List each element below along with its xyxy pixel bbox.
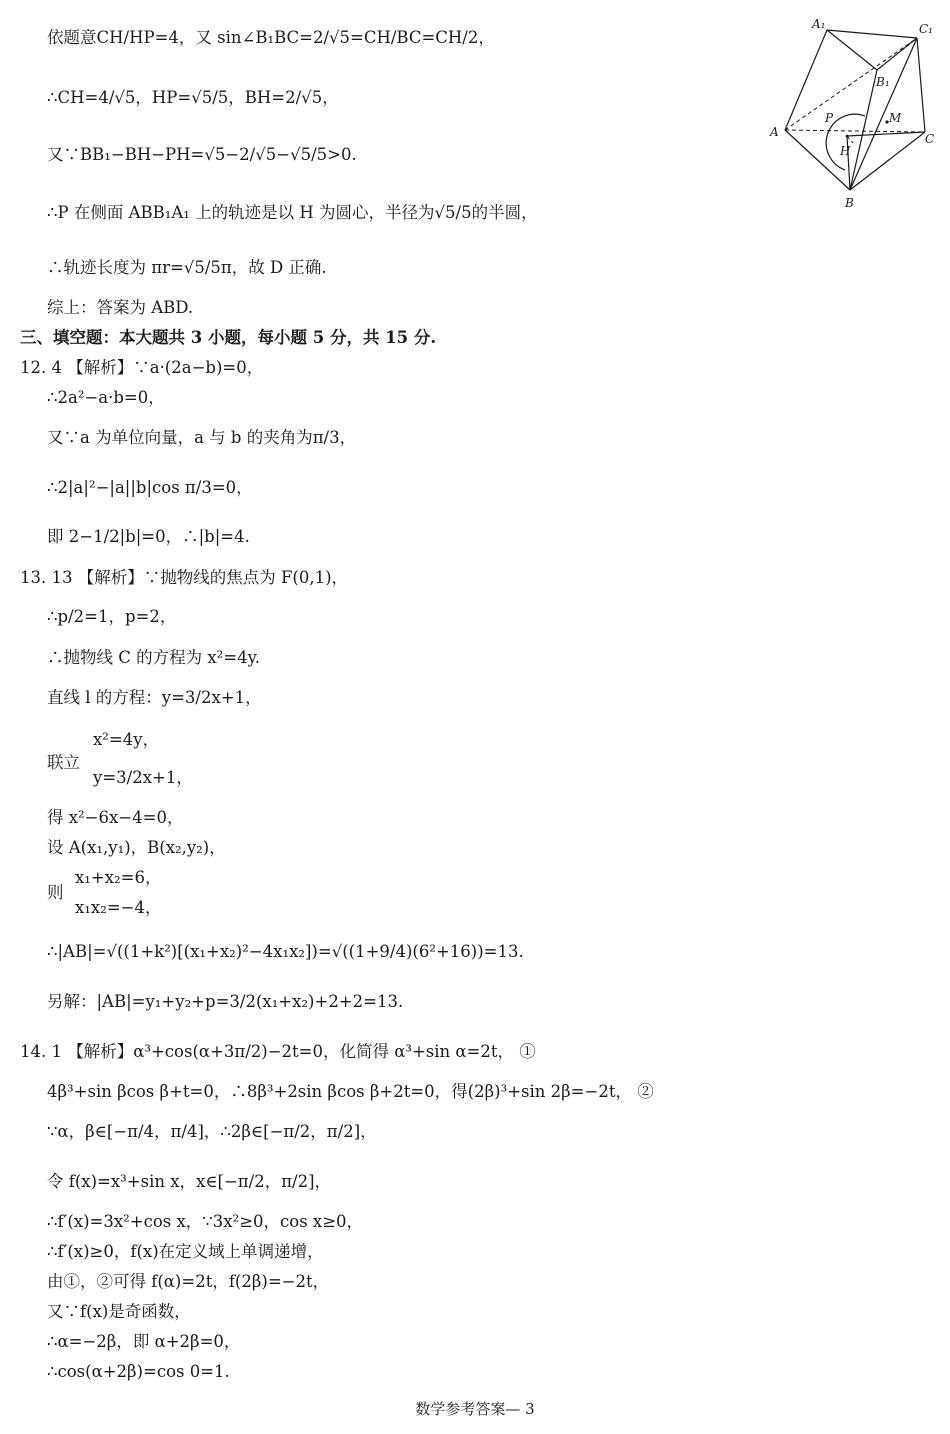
edge-b1c1 (877, 38, 917, 70)
text-line: 由①，②可得 f(α)=2t，f(2β)=−2t， (47, 1272, 330, 1291)
label-c: C (925, 132, 935, 146)
label-p: P (825, 111, 834, 125)
edge-a1a (785, 30, 827, 130)
question-13: 13. 13 【解析】∵抛物线的焦点为 F(0,1)， (20, 568, 349, 587)
label-a: A (770, 125, 779, 139)
text-line: ∴p/2=1，p=2， (47, 607, 177, 626)
text-line: 直线 l 的方程：y=3/2x+1， (47, 688, 262, 707)
text-line: x₁+x₂=6， (75, 868, 162, 887)
label-m: M (889, 111, 902, 125)
text-line: 4β³+sin βcos β+t=0，∴8β³+2sin βcos β+2t=0，得(2β)³+sin 2β=−2t， ② (47, 1082, 654, 1101)
label-b: B (845, 196, 854, 210)
text-line: ∴cos(α+2β)=cos 0=1. (47, 1362, 230, 1381)
question-14: 14. 1 【解析】α³+cos(α+3π/2)−2t=0，化简得 α³+sin α=2t， ① (20, 1042, 536, 1061)
label-c1: C₁ (919, 22, 933, 36)
text-line: 又∵BB₁−BH−PH=√5−2/√5−√5/5>0. (47, 145, 357, 164)
label-b1: B₁ (876, 75, 890, 89)
text-line: ∴α=−2β，即 α+2β=0， (47, 1332, 241, 1351)
page-footer: 数学参考答案— 3 (415, 1400, 535, 1418)
edge-a1c1 (827, 30, 917, 38)
text-line: ∴2a²−a·b=0， (47, 388, 165, 407)
edge-pc (847, 132, 925, 136)
text-line: ∴轨迹长度为 πr=√5/5π，故 D 正确. (47, 258, 327, 277)
edge-ab (785, 130, 850, 190)
text-line: 综上：答案为 ABD. (47, 298, 194, 317)
prism-figure (765, 10, 945, 215)
text-line: ∴抛物线 C 的方程为 x²=4y. (47, 648, 260, 667)
text-line: ∴P 在侧面 ABB₁A₁ 上的轨迹是以 H 为圆心，半径为√5/5的半圆， (47, 203, 538, 222)
text-line: 又∵a 为单位向量，a 与 b 的夹角为π/3， (47, 428, 357, 447)
edge-a1b1 (827, 30, 877, 70)
text-line: 依题意CH/HP=4，又 sin∠B₁BC=2/√5=CH/BC=CH/2， (47, 28, 495, 47)
text-line: x²=4y， (93, 730, 160, 749)
label-h: H (840, 144, 851, 158)
text-line: 令 f(x)=x³+sin x，x∈[−π/2，π/2]， (47, 1172, 332, 1191)
text-line: ∴CH=4/√5，HP=√5/5，BH=2/√5， (47, 88, 339, 107)
text-line: ∴|AB|=√((1+k²)[(x₁+x₂)²−4x₁x₂])=√((1+9/4)(6²+16))=13. (47, 942, 524, 961)
text-line: 另解：|AB|=y₁+y₂+p=3/2(x₁+x₂)+2+2=13. (47, 992, 404, 1011)
text-line: ∴2|a|²−|a||b|cos π/3=0， (47, 478, 253, 497)
text-line: 又∵f(x)是奇函数， (47, 1302, 191, 1321)
text-line: 得 x²−6x−4=0， (47, 808, 184, 827)
point-p (846, 135, 849, 138)
question-12: 12. 4 【解析】∵a·(2a−b)=0， (20, 358, 264, 377)
text-line: 则 (47, 883, 64, 902)
text-line: y=3/2x+1， (93, 768, 193, 787)
text-line: 联立 (47, 753, 80, 772)
dashed-ac (785, 130, 925, 132)
edge-c1c (917, 38, 925, 132)
label-a1: A₁ (812, 17, 826, 31)
section-heading: 三、填空题：本大题共 3 小题，每小题 5 分，共 15 分. (20, 328, 437, 347)
text-line: 即 2−1/2|b|=0，∴|b|=4. (47, 527, 250, 546)
text-line: x₁x₂=−4， (75, 898, 162, 917)
text-line: 设 A(x₁,y₁)，B(x₂,y₂)， (47, 838, 226, 857)
text-line: ∵α，β∈[−π/4，π/4]，∴2β∈[−π/2，π/2]， (47, 1122, 377, 1141)
text-line: ∴f′(x)=3x²+cos x，∵3x²≥0，cos x≥0， (47, 1212, 364, 1231)
text-line: ∴f′(x)≥0，f(x)在定义域上单调递增， (47, 1242, 324, 1261)
